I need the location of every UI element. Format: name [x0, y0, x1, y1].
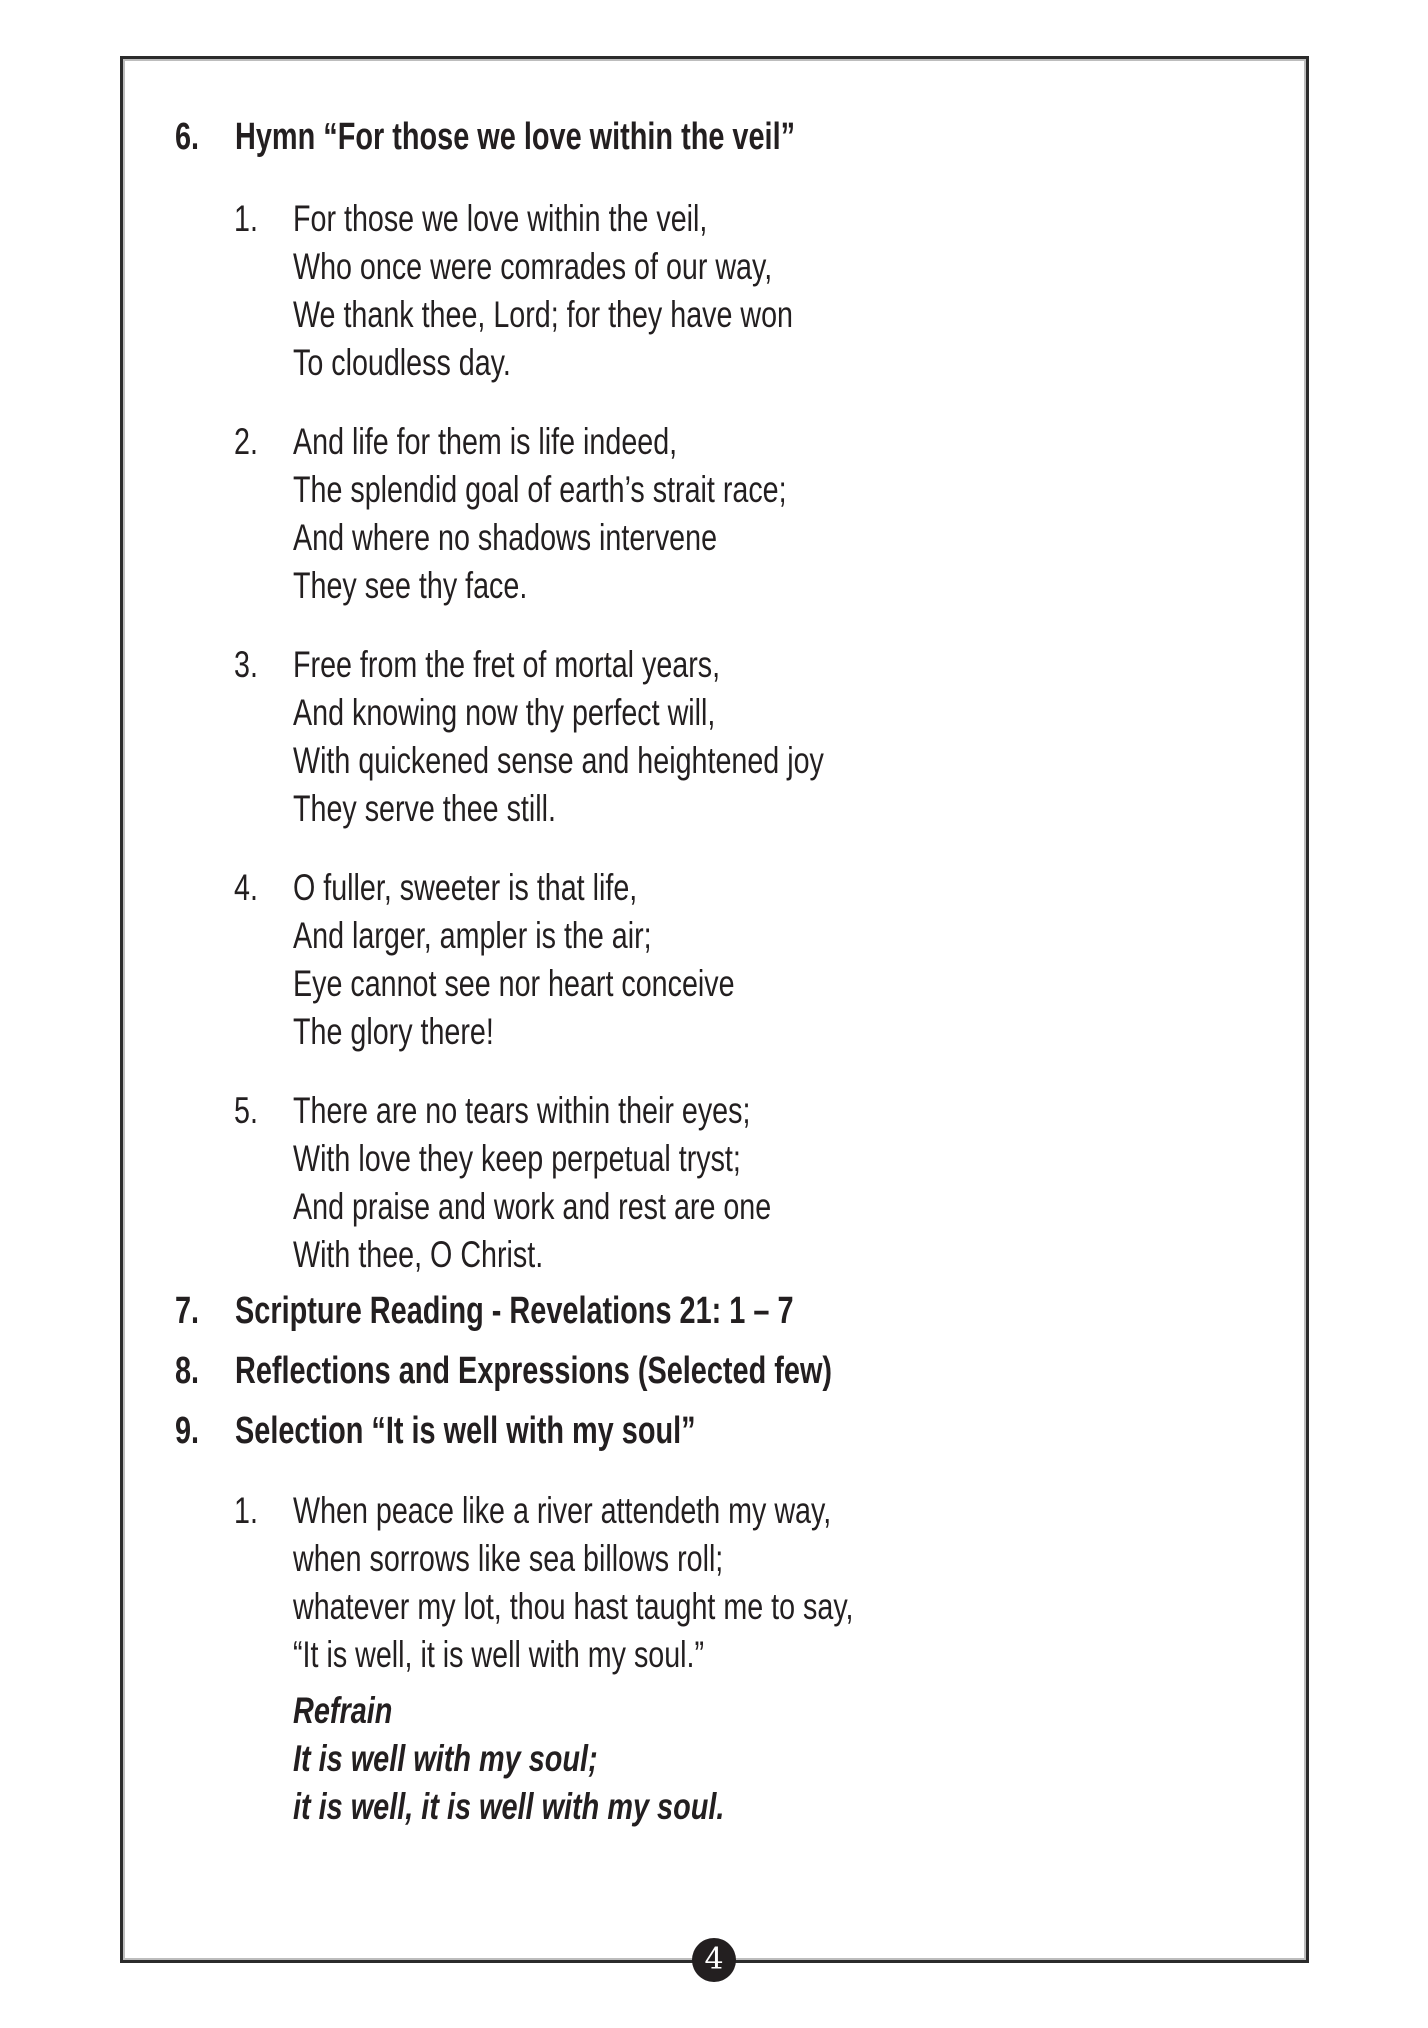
- page-number-badge: 4: [692, 1938, 736, 1982]
- stanza-line: The glory there!: [293, 1011, 494, 1052]
- stanza-number: 4.: [234, 867, 258, 908]
- stanza-line: And larger, ampler is the air;: [293, 915, 652, 956]
- stanza-line: For those we love within the veil,: [293, 198, 708, 239]
- stanza-line: And knowing now thy perfect will,: [293, 692, 716, 733]
- item-number: 7.: [175, 1290, 200, 1332]
- stanza-number: 5.: [234, 1090, 258, 1131]
- stanza-line: And where no shadows intervene: [293, 517, 718, 558]
- stanza-line: And praise and work and rest are one: [293, 1186, 772, 1227]
- item-number: 6.: [175, 116, 200, 158]
- stanza-line: O fuller, sweeter is that life,: [293, 867, 638, 908]
- stanza-line: We thank thee, Lord; for they have won: [293, 294, 793, 335]
- item-title: Reflections and Expressions (Selected few): [235, 1350, 833, 1392]
- item-number: 9.: [175, 1410, 200, 1452]
- item-title: Selection “It is well with my soul”: [235, 1410, 696, 1452]
- stanza-line: They see thy face.: [293, 565, 528, 606]
- stanza-line: when sorrows like sea billows roll;: [293, 1538, 724, 1579]
- stanza-number: 1.: [234, 1490, 258, 1531]
- stanza-line: Who once were comrades of our way,: [293, 246, 773, 287]
- stanza-line: With thee, O Christ.: [293, 1234, 544, 1275]
- item-title: Hymn “For those we love within the veil”: [235, 116, 796, 158]
- stanza-line: To cloudless day.: [293, 342, 511, 383]
- stanza-line: When peace like a river attendeth my way,: [293, 1490, 832, 1531]
- stanza-line: Free from the fret of mortal years,: [293, 644, 721, 685]
- stanza-line: They serve thee still.: [293, 788, 556, 829]
- stanza-line: whatever my lot, thou hast taught me to say,: [293, 1586, 854, 1627]
- stanza-number: 1.: [234, 198, 258, 239]
- stanza-line: With quickened sense and heightened joy: [293, 740, 824, 781]
- stanza-line: The splendid goal of earth’s strait race;: [293, 469, 787, 510]
- stanza-number: 2.: [234, 421, 258, 462]
- stanza-line: With love they keep perpetual tryst;: [293, 1138, 741, 1179]
- stanza-number: 3.: [234, 644, 258, 685]
- item-number: 8.: [175, 1350, 200, 1392]
- stanza-line: Eye cannot see nor heart conceive: [293, 963, 735, 1004]
- item-title: Scripture Reading - Revelations 21: 1 – 7: [235, 1290, 794, 1332]
- stanza-line: There are no tears within their eyes;: [293, 1090, 751, 1131]
- refrain-label: Refrain: [293, 1690, 393, 1731]
- stanza-line: And life for them is life indeed,: [293, 421, 678, 462]
- refrain-line: It is well with my soul;: [293, 1738, 598, 1779]
- stanza-line: “It is well, it is well with my soul.”: [293, 1634, 705, 1675]
- refrain-line: it is well, it is well with my soul.: [293, 1786, 725, 1827]
